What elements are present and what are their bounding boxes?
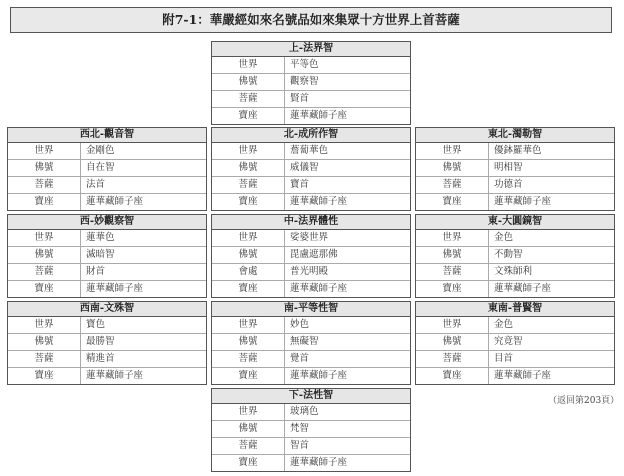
direction-box-southeast [415, 301, 615, 385]
row-key: 世界 [212, 230, 285, 246]
table-row [416, 160, 614, 177]
direction-box-northwest [7, 127, 207, 211]
table-row [212, 230, 410, 247]
table-row [212, 281, 410, 297]
row-value: 蓮華藏師子座 [290, 370, 348, 381]
box-header: 東-大圓鏡智 [416, 215, 614, 230]
row-value: 精進首 [86, 353, 115, 364]
row-value: 財首 [86, 266, 106, 277]
row-value: 蓮華色 [86, 232, 115, 243]
row-key: 寶座 [212, 281, 285, 297]
row-key: 寶座 [212, 368, 285, 384]
box-header: 中-法界體性 [212, 215, 410, 230]
table-row [212, 421, 410, 438]
table-row [212, 194, 410, 210]
row-value: 妙色 [290, 319, 310, 330]
table-row [416, 317, 614, 334]
direction-box-center [211, 214, 411, 298]
row-value: 金色 [494, 232, 514, 243]
row-value: 金色 [494, 319, 514, 330]
table-row [8, 368, 206, 384]
row-value: 蓮華藏師子座 [290, 196, 348, 207]
table-row [8, 194, 206, 210]
row-key: 世界 [416, 317, 489, 333]
row-key: 世界 [212, 57, 285, 73]
direction-box-north [211, 127, 411, 211]
table-row [212, 438, 410, 455]
table-row [8, 334, 206, 351]
table-row [212, 317, 410, 334]
row-value: 娑婆世界 [290, 232, 329, 243]
table-row [416, 247, 614, 264]
row-key: 世界 [416, 143, 489, 159]
row-value: 究竟智 [494, 336, 523, 347]
table-row [212, 108, 410, 124]
box-header: 上-法界智 [212, 42, 410, 57]
row-value: 薝蔔華色 [290, 145, 329, 156]
row-value: 自在智 [86, 162, 115, 173]
table-row [8, 281, 206, 297]
row-key: 菩薩 [416, 177, 489, 193]
row-key: 佛號 [8, 160, 81, 176]
row-key: 菩薩 [8, 264, 81, 280]
row-value: 無礙智 [290, 336, 319, 347]
table-row [212, 57, 410, 74]
table-row [416, 264, 614, 281]
row-value: 普光明殿 [290, 266, 329, 277]
row-value: 玻璃色 [290, 406, 319, 417]
table-row [8, 317, 206, 334]
row-key: 菩薩 [8, 351, 81, 367]
table-row [416, 194, 614, 210]
table-row [212, 368, 410, 384]
box-header: 東南-普賢智 [416, 302, 614, 317]
row-value: 滅暗智 [86, 249, 115, 260]
row-value: 蓮華藏師子座 [86, 283, 144, 294]
table-row [416, 230, 614, 247]
table-row [416, 143, 614, 160]
direction-box-east [415, 214, 615, 298]
row-value: 蓮華藏師子座 [290, 457, 348, 468]
table-row [212, 143, 410, 160]
table-row [416, 177, 614, 194]
row-key: 世界 [8, 230, 81, 246]
row-value: 平等色 [290, 59, 319, 70]
row-value: 智首 [290, 440, 310, 451]
table-row [212, 264, 410, 281]
row-key: 菩薩 [212, 438, 285, 454]
direction-box-southwest [7, 301, 207, 385]
table-row [212, 91, 410, 108]
row-value: 明相智 [494, 162, 523, 173]
row-key: 寶座 [416, 194, 489, 210]
table-row [8, 351, 206, 368]
row-key: 佛號 [416, 247, 489, 263]
row-key: 佛號 [212, 74, 285, 90]
table-row [8, 177, 206, 194]
row-key: 寶座 [212, 108, 285, 124]
row-key: 菩薩 [212, 177, 285, 193]
row-key: 佛號 [212, 421, 285, 437]
table-row [416, 281, 614, 297]
row-key: 佛號 [212, 160, 285, 176]
table-row [8, 264, 206, 281]
table-row [212, 334, 410, 351]
row-value: 威儀智 [290, 162, 319, 173]
row-value: 蓮華藏師子座 [290, 110, 348, 121]
row-key: 世界 [212, 143, 285, 159]
row-value: 寶首 [290, 179, 310, 190]
table-row [416, 334, 614, 351]
row-key: 佛號 [212, 247, 285, 263]
row-key: 菩薩 [416, 264, 489, 280]
row-value: 最勝智 [86, 336, 115, 347]
page-title: 附7-1：華嚴經如來名號品如來集眾十方世界上首菩薩 [10, 7, 612, 33]
row-key: 寶座 [416, 368, 489, 384]
row-value: 蓮華藏師子座 [86, 196, 144, 207]
direction-box-bottom [211, 388, 411, 472]
box-header: 西南-文殊智 [8, 302, 206, 317]
table-row [416, 368, 614, 384]
row-value: 蓮華藏師子座 [86, 370, 144, 381]
table-row [8, 160, 206, 177]
table-row [8, 230, 206, 247]
box-header: 東北-濁勒智 [416, 128, 614, 143]
row-value: 蓮華藏師子座 [494, 370, 552, 381]
row-value: 蓮華藏師子座 [494, 283, 552, 294]
row-key: 佛號 [8, 247, 81, 263]
row-value: 蓮華藏師子座 [290, 283, 348, 294]
direction-box-top [211, 41, 411, 125]
row-key: 世界 [416, 230, 489, 246]
table-row [212, 351, 410, 368]
row-key: 佛號 [416, 334, 489, 350]
row-key: 佛號 [416, 160, 489, 176]
row-value: 觀察智 [290, 76, 319, 87]
row-value: 法首 [86, 179, 106, 190]
table-row [8, 143, 206, 160]
table-row [8, 247, 206, 264]
row-key: 菩薩 [416, 351, 489, 367]
row-key: 菩薩 [212, 91, 285, 107]
row-key: 世界 [212, 317, 285, 333]
row-value: 賢首 [290, 93, 310, 104]
row-key: 佛號 [8, 334, 81, 350]
table-row [416, 351, 614, 368]
row-key: 寶座 [8, 194, 81, 210]
row-value: 優鉢羅華色 [494, 145, 542, 156]
row-key: 菩薩 [212, 351, 285, 367]
row-key: 佛號 [212, 334, 285, 350]
row-key: 寶座 [416, 281, 489, 297]
table-row [212, 404, 410, 421]
row-key: 世界 [212, 404, 285, 420]
row-value: 功德首 [494, 179, 523, 190]
direction-box-west [7, 214, 207, 298]
row-key: 世界 [8, 317, 81, 333]
row-value: 金剛色 [86, 145, 115, 156]
row-value: 梵智 [290, 423, 310, 434]
direction-box-south [211, 301, 411, 385]
row-key: 會處 [212, 264, 285, 280]
row-key: 寶座 [212, 455, 285, 471]
row-key: 寶座 [8, 368, 81, 384]
row-value: 毘盧遮那佛 [290, 249, 338, 260]
box-header: 南-平等性智 [212, 302, 410, 317]
row-key: 菩薩 [8, 177, 81, 193]
direction-box-northeast [415, 127, 615, 211]
back-link[interactable]: （返回第203頁） [548, 396, 620, 406]
table-row [212, 247, 410, 264]
table-row [212, 177, 410, 194]
box-header: 下-法性智 [212, 389, 410, 404]
box-header: 西-妙觀察智 [8, 215, 206, 230]
row-value: 覺首 [290, 353, 310, 364]
row-value: 寶色 [86, 319, 106, 330]
box-header: 北-成所作智 [212, 128, 410, 143]
box-header: 西北-觀音智 [8, 128, 206, 143]
table-row [212, 160, 410, 177]
row-value: 不動智 [494, 249, 523, 260]
row-key: 寶座 [8, 281, 81, 297]
row-value: 目首 [494, 353, 514, 364]
table-row [212, 455, 410, 471]
row-key: 世界 [8, 143, 81, 159]
row-value: 文殊師利 [494, 266, 533, 277]
row-value: 蓮華藏師子座 [494, 196, 552, 207]
row-key: 寶座 [212, 194, 285, 210]
table-row [212, 74, 410, 91]
